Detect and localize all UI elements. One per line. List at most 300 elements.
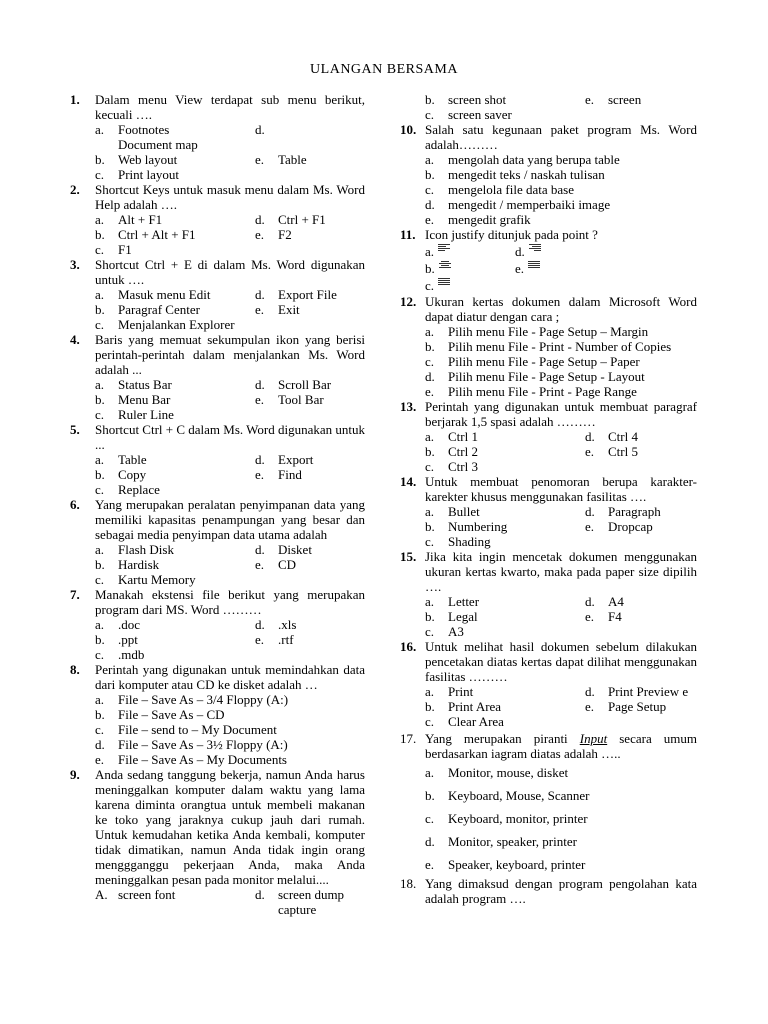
question-stem-row bbox=[400, 399, 697, 429]
option bbox=[95, 302, 255, 317]
option-text: Ruler Line bbox=[118, 407, 174, 422]
options-list bbox=[425, 504, 697, 549]
question-stem-row bbox=[70, 92, 365, 122]
option-text: mengelola file data base bbox=[448, 182, 574, 197]
option-letter: e. bbox=[255, 557, 265, 572]
question-stem-row bbox=[400, 294, 697, 324]
question-stem-row bbox=[70, 257, 365, 287]
option-row bbox=[95, 407, 365, 422]
option bbox=[425, 609, 585, 624]
option-letter: d. bbox=[585, 684, 595, 699]
question-number: 2. bbox=[70, 182, 80, 197]
option bbox=[425, 260, 515, 277]
option bbox=[425, 699, 585, 714]
question-stem-row bbox=[400, 549, 697, 594]
option-text: Clear Area bbox=[448, 714, 504, 729]
option bbox=[255, 227, 365, 242]
option-text: Copy bbox=[118, 467, 147, 482]
option bbox=[425, 354, 697, 369]
option-letter: e. bbox=[425, 384, 435, 399]
option-letter: a. bbox=[95, 617, 105, 632]
question-number: 16. bbox=[400, 639, 417, 654]
option-row bbox=[425, 807, 697, 830]
option-row bbox=[425, 784, 697, 807]
option bbox=[255, 617, 365, 632]
option-letter: e. bbox=[585, 699, 595, 714]
question-text: Yang merupakan peralatan penyimpanan data yang memiliki kapasitas penampungan yang besar dan sebagai media penyimpan data utama adalah bbox=[95, 497, 365, 542]
question bbox=[70, 182, 365, 257]
option-text: Kartu Memory bbox=[118, 572, 196, 587]
question-stem-row bbox=[400, 639, 697, 684]
option bbox=[255, 467, 365, 482]
option-text: .doc bbox=[118, 617, 141, 632]
option-row bbox=[425, 699, 697, 714]
option-letter: b. bbox=[95, 557, 105, 572]
option-text: Menu Bar bbox=[118, 392, 171, 407]
align-left-icon bbox=[438, 243, 450, 253]
question-text: Baris yang memuat sekumpulan ikon yang berisi perintah-perintah dalam menjalankan Ms. Word adalah ... bbox=[95, 332, 365, 377]
option-letter: c. bbox=[95, 167, 105, 182]
option-letter: b. bbox=[425, 788, 435, 803]
option bbox=[255, 392, 365, 407]
option-letter bbox=[95, 137, 118, 152]
option bbox=[95, 557, 255, 572]
option-letter: c. bbox=[425, 107, 435, 122]
options-list bbox=[425, 684, 697, 729]
option-letter: c. bbox=[95, 482, 105, 497]
option bbox=[425, 369, 697, 384]
option-letter: e. bbox=[255, 227, 265, 242]
question bbox=[400, 399, 697, 474]
option-text: Find bbox=[278, 467, 302, 482]
question-number: 7. bbox=[70, 587, 80, 602]
option-text: Hardisk bbox=[118, 557, 160, 572]
option bbox=[425, 534, 697, 549]
option-letter: b. bbox=[95, 227, 105, 242]
option bbox=[255, 377, 365, 392]
option-letter: a. bbox=[425, 429, 435, 444]
question-text: Shortcut Ctrl + C dalam Ms. Word digunakan untuk ... bbox=[95, 422, 365, 452]
option bbox=[95, 752, 365, 767]
option-letter: b. bbox=[425, 699, 435, 714]
question bbox=[400, 294, 697, 399]
option-text: A3 bbox=[448, 624, 464, 639]
option-row bbox=[425, 107, 697, 122]
options-list bbox=[95, 377, 365, 422]
question-text: Yang dimaksud dengan program pengolahan kata adalah program …. bbox=[425, 876, 697, 906]
option bbox=[95, 317, 365, 332]
option bbox=[585, 594, 697, 609]
option bbox=[425, 429, 585, 444]
option bbox=[95, 452, 255, 467]
option-row bbox=[95, 557, 365, 572]
question-text: Dalam menu View terdapat sub menu berikut, kecuali …. bbox=[95, 92, 365, 122]
question-number: 11. bbox=[400, 227, 416, 242]
option-text: Ctrl 2 bbox=[448, 444, 478, 459]
option-text: Ctrl 1 bbox=[448, 429, 478, 444]
option bbox=[425, 519, 585, 534]
option-text: .mdb bbox=[118, 647, 145, 662]
question-number: 1. bbox=[70, 92, 80, 107]
options-list bbox=[95, 287, 365, 332]
option-text: Monitor, speaker, printer bbox=[448, 834, 577, 849]
option-text: Paragraf Center bbox=[118, 302, 200, 317]
option bbox=[95, 407, 365, 422]
option-row bbox=[95, 212, 365, 227]
option-text: A4 bbox=[608, 594, 624, 609]
right-column bbox=[400, 92, 697, 906]
option-row bbox=[425, 761, 697, 784]
option-letter: b. bbox=[95, 302, 105, 317]
option-text: Exit bbox=[278, 302, 300, 317]
option bbox=[95, 887, 255, 917]
question-stem-row bbox=[400, 122, 697, 152]
question bbox=[400, 549, 697, 639]
option bbox=[425, 243, 515, 260]
question-number: 14. bbox=[400, 474, 417, 489]
option-text: File – send to – My Document bbox=[118, 722, 277, 737]
question-number: 12. bbox=[400, 294, 417, 309]
option-letter: a. bbox=[95, 692, 105, 707]
option-row bbox=[425, 354, 697, 369]
options-list bbox=[95, 887, 365, 917]
question-number: 6. bbox=[70, 497, 80, 512]
option bbox=[255, 632, 365, 647]
option-row bbox=[95, 302, 365, 317]
option-letter: c. bbox=[95, 242, 105, 257]
option-row bbox=[425, 277, 697, 294]
option-letter: c. bbox=[95, 407, 105, 422]
option bbox=[95, 167, 365, 182]
option bbox=[95, 722, 365, 737]
question-number: 9. bbox=[70, 767, 80, 782]
option-letter: c. bbox=[95, 572, 105, 587]
option-text: Export bbox=[278, 452, 314, 467]
option-text: Table bbox=[278, 152, 307, 167]
question bbox=[70, 497, 365, 587]
option-text: F2 bbox=[278, 227, 292, 242]
option-letter: c. bbox=[425, 714, 435, 729]
option bbox=[95, 482, 365, 497]
options-list bbox=[425, 761, 697, 876]
option bbox=[425, 152, 697, 167]
option bbox=[95, 692, 365, 707]
option-row bbox=[95, 377, 365, 392]
option bbox=[95, 392, 255, 407]
option-row bbox=[425, 519, 697, 534]
option-letter: d. bbox=[255, 542, 265, 557]
option-row bbox=[425, 182, 697, 197]
option-row bbox=[95, 887, 365, 917]
option bbox=[255, 287, 365, 302]
option bbox=[95, 542, 255, 557]
option-text: Ctrl 5 bbox=[608, 444, 638, 459]
question-stem-row bbox=[70, 662, 365, 692]
option-row bbox=[95, 707, 365, 722]
option-letter: d. bbox=[255, 617, 265, 632]
option-letter: b. bbox=[95, 467, 105, 482]
options-list bbox=[425, 324, 697, 399]
stem-post: secara umum berdasarkan iagram diatas adalah ….. bbox=[425, 731, 697, 761]
option bbox=[425, 594, 585, 609]
option-letter: a. bbox=[425, 244, 435, 259]
option-text: F1 bbox=[118, 242, 132, 257]
option-row bbox=[95, 317, 365, 332]
question-stem-row bbox=[400, 876, 697, 906]
options-list bbox=[425, 92, 697, 122]
option-row bbox=[95, 152, 365, 167]
option-row bbox=[425, 243, 697, 260]
option-letter: a. bbox=[95, 377, 105, 392]
option-row bbox=[425, 444, 697, 459]
option-text: Pilih menu File - Page Setup - Layout bbox=[448, 369, 645, 384]
option bbox=[95, 467, 255, 482]
option bbox=[585, 444, 697, 459]
option-text: Flash Disk bbox=[118, 542, 174, 557]
option bbox=[95, 212, 255, 227]
option-letter: c. bbox=[425, 534, 435, 549]
option bbox=[255, 212, 365, 227]
option-row bbox=[95, 482, 365, 497]
question-text: Jika kita ingin mencetak dokumen menggunakan ukuran kertas kwarto, maka pada paper size dipilih …. bbox=[425, 549, 697, 594]
icon-options bbox=[425, 243, 697, 294]
option-text: .ppt bbox=[118, 632, 138, 647]
option-row bbox=[95, 632, 365, 647]
option bbox=[425, 624, 697, 639]
options-list bbox=[425, 152, 697, 227]
option-text: Bullet bbox=[448, 504, 480, 519]
option bbox=[95, 617, 255, 632]
option-text: Letter bbox=[448, 594, 480, 609]
option-text: Print Preview e bbox=[608, 684, 689, 699]
option-text: .rtf bbox=[278, 632, 294, 647]
option-letter: e. bbox=[255, 632, 265, 647]
option-text: mengedit teks / naskah tulisan bbox=[448, 167, 605, 182]
option-text: Legal bbox=[448, 609, 478, 624]
option-letter: e. bbox=[255, 467, 265, 482]
question-stem-row bbox=[400, 731, 697, 761]
option bbox=[425, 92, 585, 107]
option-row bbox=[95, 137, 365, 152]
option bbox=[425, 107, 697, 122]
option-text: Keyboard, Mouse, Scanner bbox=[448, 788, 590, 803]
options-list bbox=[425, 594, 697, 639]
align-center-icon bbox=[439, 260, 451, 270]
option-text: Export File bbox=[278, 287, 337, 302]
option bbox=[515, 243, 697, 260]
options-list bbox=[95, 212, 365, 257]
option-text: Shading bbox=[448, 534, 491, 549]
option-row bbox=[425, 260, 697, 277]
option-text bbox=[278, 122, 365, 137]
option-row bbox=[95, 617, 365, 632]
option-row bbox=[95, 737, 365, 752]
option-letter: e. bbox=[425, 212, 435, 227]
option-letter: b. bbox=[95, 392, 105, 407]
stem-pre: Yang merupakan piranti bbox=[425, 731, 580, 746]
option-letter: b. bbox=[425, 519, 435, 534]
option-row bbox=[95, 392, 365, 407]
option bbox=[425, 277, 515, 294]
option-row bbox=[95, 647, 365, 662]
option bbox=[255, 122, 365, 137]
option-letter: c. bbox=[425, 182, 435, 197]
question bbox=[400, 731, 697, 876]
option-letter: b. bbox=[425, 167, 435, 182]
option-row bbox=[425, 212, 697, 227]
option bbox=[585, 609, 697, 624]
option-text: Pilih menu File - Print - Page Range bbox=[448, 384, 637, 399]
option bbox=[585, 684, 697, 699]
option-letter: e. bbox=[95, 752, 105, 767]
option-row bbox=[425, 504, 697, 519]
option-text: Pilih menu File - Print - Number of Copies bbox=[448, 339, 672, 354]
question-stem-row bbox=[70, 587, 365, 617]
option-letter: a. bbox=[95, 452, 105, 467]
question-stem-row bbox=[70, 332, 365, 377]
option-text: mengedit grafik bbox=[448, 212, 531, 227]
options-list bbox=[95, 542, 365, 587]
question-text: Shortcut Ctrl + E di dalam Ms. Word digunakan untuk …. bbox=[95, 257, 365, 287]
option bbox=[255, 557, 365, 572]
option bbox=[255, 302, 365, 317]
justify-icon bbox=[438, 277, 450, 287]
option bbox=[255, 542, 365, 557]
option-letter: d. bbox=[425, 834, 435, 849]
option-letter: a. bbox=[425, 504, 435, 519]
option-letter: a. bbox=[425, 684, 435, 699]
option-letter: d. bbox=[255, 452, 265, 467]
option bbox=[425, 197, 697, 212]
option-row bbox=[425, 324, 697, 339]
question bbox=[400, 474, 697, 549]
question-text: Anda sedang tanggung bekerja, namun Anda harus meninggalkan komputer dalam waktu yang lama karena diminta orangtua untuk membeli makanan ke toko yang jaraknya cukup jauh dari rumah. Untuk kemudahan ketika Anda kembali, komputer tidak dimatikan, namun Anda tidak ingin orang menggganggu pekerjaan Anda, maka Anda meninggalkan pesan pada monitor melalui.... bbox=[95, 767, 365, 887]
question bbox=[70, 767, 365, 917]
option bbox=[95, 242, 365, 257]
option-letter: d. bbox=[255, 887, 265, 902]
option bbox=[425, 212, 697, 227]
option bbox=[585, 504, 697, 519]
option-text: mengolah data yang berupa table bbox=[448, 152, 620, 167]
option-text: File – Save As – 3/4 Floppy (A:) bbox=[118, 692, 289, 707]
option-text: Document map bbox=[118, 137, 198, 152]
option-letter: A. bbox=[95, 887, 108, 902]
page-title: ULANGAN BERSAMA bbox=[310, 62, 458, 77]
left-column bbox=[70, 92, 365, 917]
question-text: Untuk membuat penomoran berupa karakter-karekter khusus menggunakan fasilitas …. bbox=[425, 474, 697, 504]
option bbox=[585, 92, 697, 107]
question-text: Shortcut Keys untuk masuk menu dalam Ms. Word Help adalah …. bbox=[95, 182, 365, 212]
table-icon bbox=[528, 260, 540, 270]
option-letter: d. bbox=[255, 122, 265, 137]
option bbox=[425, 167, 697, 182]
question-stem-row bbox=[400, 474, 697, 504]
question-number: 17. bbox=[400, 731, 417, 746]
options-list bbox=[95, 692, 365, 767]
option-letter: e. bbox=[585, 519, 595, 534]
question bbox=[70, 422, 365, 497]
option-letter: d. bbox=[95, 737, 105, 752]
options-list bbox=[425, 429, 697, 474]
option-letter: d. bbox=[585, 594, 595, 609]
option-text: Replace bbox=[118, 482, 160, 497]
question-stem-row bbox=[70, 767, 365, 887]
option-row bbox=[425, 459, 697, 474]
question-text: Untuk melihat hasil dokumen sebelum dilakukan pencetakan diatas kertas dapat dilihat menggunakan fasilitas ……… bbox=[425, 639, 697, 684]
option-row bbox=[425, 609, 697, 624]
option-letter: b. bbox=[425, 261, 435, 276]
option-letter: e. bbox=[425, 857, 435, 872]
option-text: Pilih menu File - Page Setup – Paper bbox=[448, 354, 640, 369]
option bbox=[95, 707, 365, 722]
option-text: File – Save As – My Documents bbox=[118, 752, 287, 767]
option-text: Print layout bbox=[118, 167, 180, 182]
option-row bbox=[425, 830, 697, 853]
option-row bbox=[95, 452, 365, 467]
option bbox=[425, 339, 697, 354]
option-text: Alt + F1 bbox=[118, 212, 163, 227]
question bbox=[400, 227, 697, 294]
option-letter: a. bbox=[95, 122, 105, 137]
option-letter: c. bbox=[95, 722, 105, 737]
question-number: 10. bbox=[400, 122, 417, 137]
option-text: Disket bbox=[278, 542, 312, 557]
option-text: Keyboard, monitor, printer bbox=[448, 811, 588, 826]
option bbox=[585, 519, 697, 534]
option-letter: c. bbox=[95, 317, 105, 332]
option-letter: d. bbox=[255, 212, 265, 227]
question-number: 5. bbox=[70, 422, 80, 437]
option bbox=[515, 260, 697, 277]
option-row bbox=[95, 542, 365, 557]
option bbox=[255, 887, 365, 917]
option bbox=[425, 761, 697, 784]
question-text: Icon justify ditunjuk pada point ? bbox=[425, 227, 598, 242]
option bbox=[95, 632, 255, 647]
option-text: Pilih menu File - Page Setup – Margin bbox=[448, 324, 649, 339]
option-letter: a. bbox=[95, 287, 105, 302]
option-text: screen shot bbox=[448, 92, 507, 107]
option bbox=[95, 122, 255, 137]
question-text: Manakah ekstensi file berikut yang merupakan program dari MS. Word ……… bbox=[95, 587, 365, 617]
question-text: Perintah yang digunakan untuk memindahkan data dari komputer atau CD ke disket adalah … bbox=[95, 662, 365, 692]
option-row bbox=[95, 167, 365, 182]
option-row bbox=[95, 572, 365, 587]
option bbox=[425, 504, 585, 519]
option bbox=[425, 830, 697, 853]
option-row bbox=[425, 92, 697, 107]
question-text bbox=[425, 731, 697, 761]
question-text: Salah satu kegunaan paket program Ms. Word adalah……… bbox=[425, 122, 697, 152]
option-text: Masuk menu Edit bbox=[118, 287, 211, 302]
option bbox=[425, 784, 697, 807]
question bbox=[70, 92, 365, 182]
align-right-icon bbox=[529, 243, 541, 253]
question-number: 13. bbox=[400, 399, 417, 414]
option bbox=[95, 227, 255, 242]
option bbox=[425, 459, 697, 474]
option-letter: e. bbox=[515, 261, 525, 276]
option-text: Print bbox=[448, 684, 474, 699]
option bbox=[585, 429, 697, 444]
option-text: Ctrl 4 bbox=[608, 429, 638, 444]
option bbox=[425, 324, 697, 339]
option-letter: c. bbox=[425, 811, 435, 826]
question-number: 3. bbox=[70, 257, 80, 272]
option bbox=[255, 152, 365, 167]
option-letter: b. bbox=[425, 92, 435, 107]
option-letter: d. bbox=[425, 197, 435, 212]
